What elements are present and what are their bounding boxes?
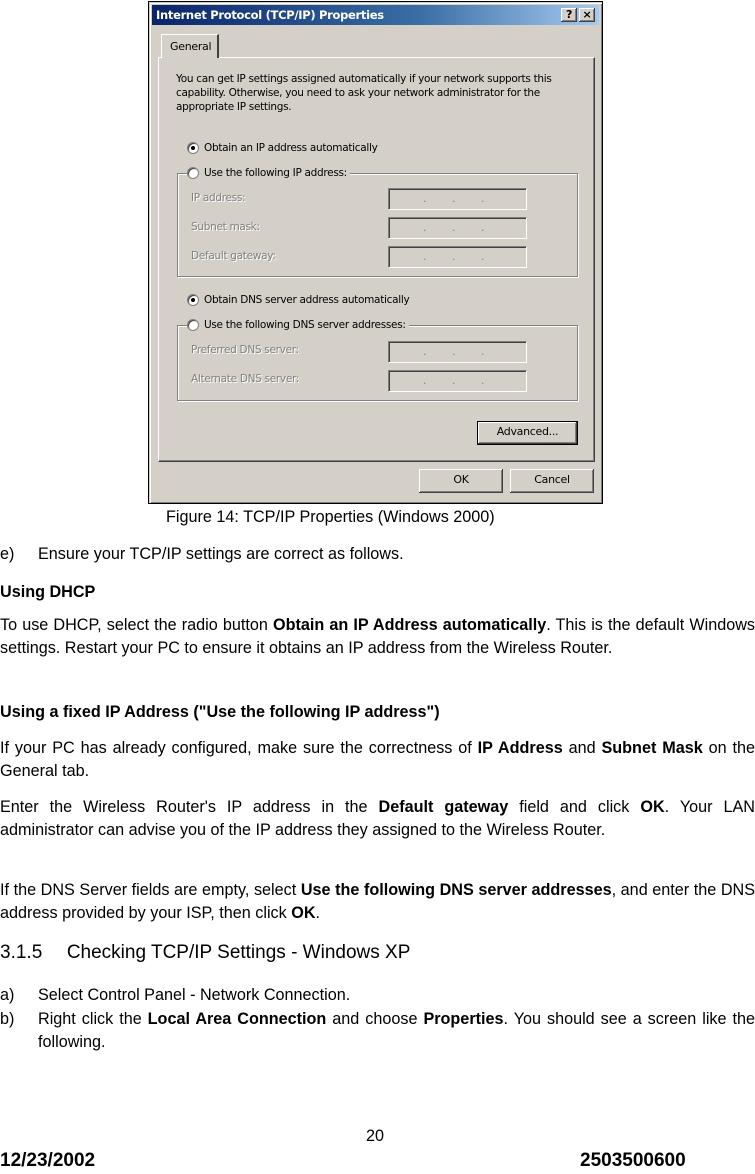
alternate-dns-label: Alternate DNS server:	[191, 373, 300, 385]
dhcp-heading: Using DHCP	[0, 583, 96, 601]
radio-obtain-ip-auto[interactable]	[187, 141, 381, 155]
radio-use-dns-label: Use the following DNS server addresses:	[204, 319, 406, 331]
preferred-dns-label: Preferred DNS server:	[191, 344, 299, 356]
ip-address-field[interactable]: . . .	[388, 188, 527, 210]
ip-address-label: IP address:	[191, 192, 246, 204]
fixed-ip-paragraph-1: If your PC has already configured, make sure the correctness of IP Address and Subnet Mask on the General tab.	[0, 739, 755, 780]
fixed-ip-heading: Using a fixed IP Address ("Use the following IP address")	[0, 703, 440, 721]
tab-general[interactable]: General	[161, 34, 219, 58]
dhcp-paragraph: To use DHCP, select the radio button Obtain an IP Address automatically. This is the default Windows settings. Restart your PC to ensure it obtains an IP address from the Wireless Router.	[0, 616, 755, 657]
radio-obtain-ip-label: Obtain an IP address automatically	[204, 142, 378, 154]
radio-use-following-ip[interactable]	[187, 166, 350, 180]
radio-obtain-dns-auto[interactable]	[187, 293, 412, 307]
alternate-dns-field[interactable]: . . .	[388, 370, 527, 392]
radio-unselected-icon	[187, 167, 199, 179]
footer-doc-id: 2503500600	[580, 1150, 686, 1171]
preferred-dns-field[interactable]: . . .	[388, 341, 527, 363]
ok-button[interactable]: OK	[419, 469, 503, 493]
radio-selected-icon	[187, 294, 199, 306]
default-gateway-field[interactable]: . . .	[388, 246, 527, 268]
section-heading	[0, 942, 410, 964]
advanced-button[interactable]: Advanced...	[477, 421, 578, 445]
subnet-mask-field[interactable]: . . .	[388, 217, 527, 239]
step-e-text: Ensure your TCP/IP settings are correct as follows.	[38, 545, 404, 563]
footer-date: 12/23/2002	[0, 1150, 96, 1171]
figure-caption: Figure 14: TCP/IP Properties (Windows 2000)	[166, 508, 495, 526]
step-b-text: Right click the Local Area Connection and choose Properties. You should see a screen like the following.	[38, 1010, 755, 1051]
radio-selected-icon	[187, 142, 199, 154]
radio-use-ip-label: Use the following IP address:	[204, 167, 347, 179]
radio-unselected-icon	[187, 319, 199, 331]
help-button[interactable]: ?	[561, 8, 577, 22]
step-b-marker: b)	[0, 1010, 15, 1028]
step-a-marker: a)	[0, 986, 15, 1004]
subnet-mask-label: Subnet mask:	[191, 221, 260, 233]
page-number: 20	[366, 1127, 385, 1145]
dialog-title-text: Internet Protocol (TCP/IP) Properties	[156, 8, 384, 22]
cancel-button[interactable]: Cancel	[510, 469, 594, 493]
fixed-ip-paragraph-2: Enter the Wireless Router's IP address in the Default gateway field and click OK. Your LAN administrator can advise you of the IP address they assigned to the Wireless Router.	[0, 798, 755, 839]
fixed-ip-paragraph-3: If the DNS Server fields are empty, select Use the following DNS server addresses, and enter the DNS address provided by your ISP, then click OK.	[0, 881, 755, 922]
step-a-text: Select Control Panel - Network Connection.	[38, 986, 351, 1004]
section-title: Checking TCP/IP Settings - Windows XP	[66, 942, 411, 963]
default-gateway-label: Default gateway:	[191, 250, 276, 262]
section-number: 3.1.5	[0, 942, 43, 963]
close-icon[interactable]: ×	[579, 8, 595, 22]
tcpip-properties-dialog	[148, 1, 603, 504]
intro-text: You can get IP settings assigned automatically if your network supports this capability. Otherwise, you need to ask your network administrator for the appropriate IP settings.	[176, 73, 552, 113]
step-e-marker: e)	[0, 545, 15, 563]
radio-use-following-dns[interactable]	[187, 318, 409, 332]
radio-obtain-dns-label: Obtain DNS server address automatically	[204, 294, 410, 306]
dialog-title	[152, 5, 599, 25]
